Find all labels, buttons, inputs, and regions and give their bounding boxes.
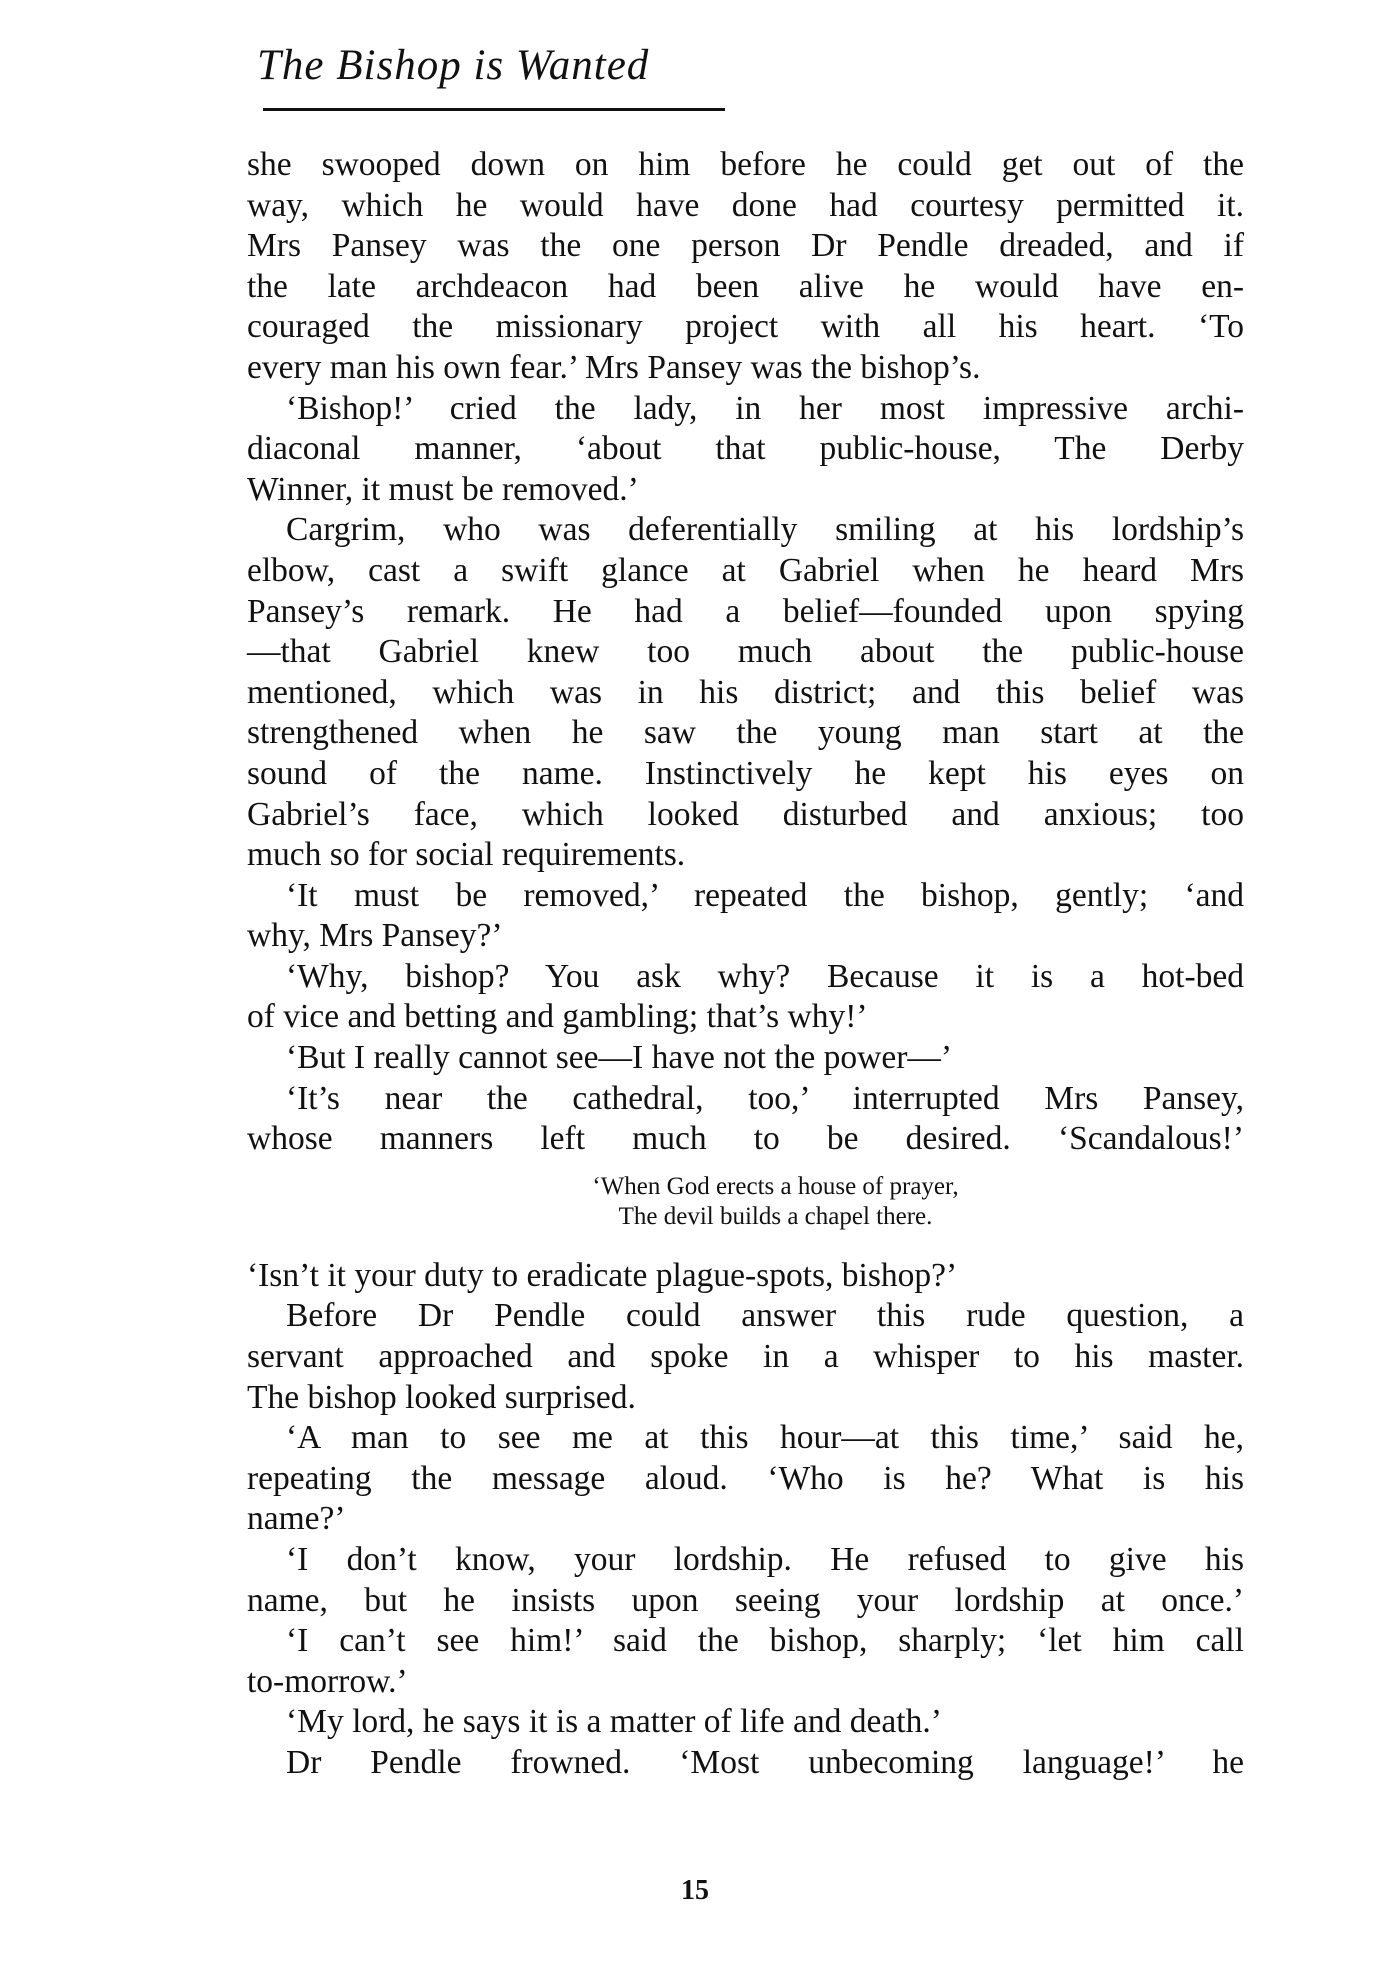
text-line: ‘But I really cannot see—I have not the power—’ [286, 1039, 953, 1077]
text-line: ‘I can’t see him!’ said the bishop, sharply; ‘let him call [286, 1622, 1244, 1660]
text-line: couraged the missionary project with all his heart. ‘To [247, 308, 1244, 346]
text-line: ‘A man to see me at this hour—at this time,’ said he, [286, 1419, 1244, 1457]
text-line: ‘Bishop!’ cried the lady, in her most impressive archi- [286, 389, 1244, 427]
text-line: whose manners left much to be desired. ‘Scandalous!’ [247, 1120, 1244, 1158]
text-line: elbow, cast a swift glance at Gabriel when he heard Mrs [247, 551, 1244, 589]
text-line: much so for social requirements. [247, 836, 686, 874]
text-line: ‘Isn’t it your duty to eradicate plague-spots, bishop?’ [247, 1256, 958, 1294]
verse-line: ‘When God erects a house of prayer, [592, 1172, 959, 1200]
text-line: ‘It must be removed,’ repeated the bishop, gently; ‘and [286, 876, 1244, 914]
text-line: name, but he insists upon seeing your lordship at once.’ [247, 1581, 1244, 1619]
header-rule [263, 108, 725, 111]
running-head: The Bishop is Wanted [257, 42, 650, 89]
text-line: she swooped down on him before he could get out of the [247, 146, 1244, 183]
verse-quotation [247, 1172, 1244, 1232]
text-line: name?’ [247, 1500, 346, 1538]
text-line: the late archdeacon had been alive he would have en- [247, 267, 1244, 305]
text-line: way, which he would have done had courtesy permitted it. [247, 186, 1244, 224]
text-line: repeating the message aloud. ‘Who is he? What is his [247, 1459, 1244, 1497]
text-block-after-verse [247, 1256, 1244, 1784]
text-line: mentioned, which was in his district; and this belief was [247, 673, 1244, 711]
text-line: ‘I don’t know, your lordship. He refused to give his [286, 1541, 1244, 1578]
text-line: Winner, it must be removed.’ [247, 470, 639, 508]
text-line: why, Mrs Pansey?’ [247, 917, 503, 955]
text-line: —that Gabriel knew too much about the public-house [247, 633, 1244, 671]
body-text [247, 145, 1244, 1784]
page-number: 15 [681, 1875, 709, 1906]
text-line: every man his own fear.’ Mrs Pansey was the bishop’s. [247, 348, 981, 386]
text-line: sound of the name. Instinctively he kept his eyes on [247, 754, 1244, 792]
text-line: Before Dr Pendle could answer this rude question, a [286, 1297, 1244, 1335]
text-line: strengthened when he saw the young man start at the [247, 714, 1244, 752]
verse-line: The devil builds a chapel there. [618, 1202, 933, 1230]
text-block-before-verse [247, 145, 1244, 1160]
text-line: servant approached and spoke in a whisper to his master. [247, 1338, 1244, 1376]
text-line: ‘Why, bishop? You ask why? Because it is a hot-bed [286, 957, 1244, 995]
text-line: ‘It’s near the cathedral, too,’ interrupted Mrs Pansey, [286, 1079, 1244, 1117]
text-line: of vice and betting and gambling; that’s why!’ [247, 998, 868, 1036]
text-line: to-morrow.’ [247, 1662, 408, 1700]
text-line: Gabriel’s face, which looked disturbed and anxious; too [247, 795, 1244, 833]
text-line: Dr Pendle frowned. ‘Most unbecoming language!’ he [286, 1743, 1244, 1781]
text-line: ‘My lord, he says it is a matter of life and death.’ [286, 1703, 942, 1741]
text-line: Mrs Pansey was the one person Dr Pendle dreaded, and if [247, 227, 1244, 265]
text-line: The bishop looked surprised. [247, 1378, 636, 1416]
text-line: Pansey’s remark. He had a belief—founded upon spying [247, 592, 1244, 630]
text-line: Cargrim, who was deferentially smiling at his lordship’s [286, 511, 1244, 549]
text-line: diaconal manner, ‘about that public-house, The Derby [247, 430, 1244, 468]
